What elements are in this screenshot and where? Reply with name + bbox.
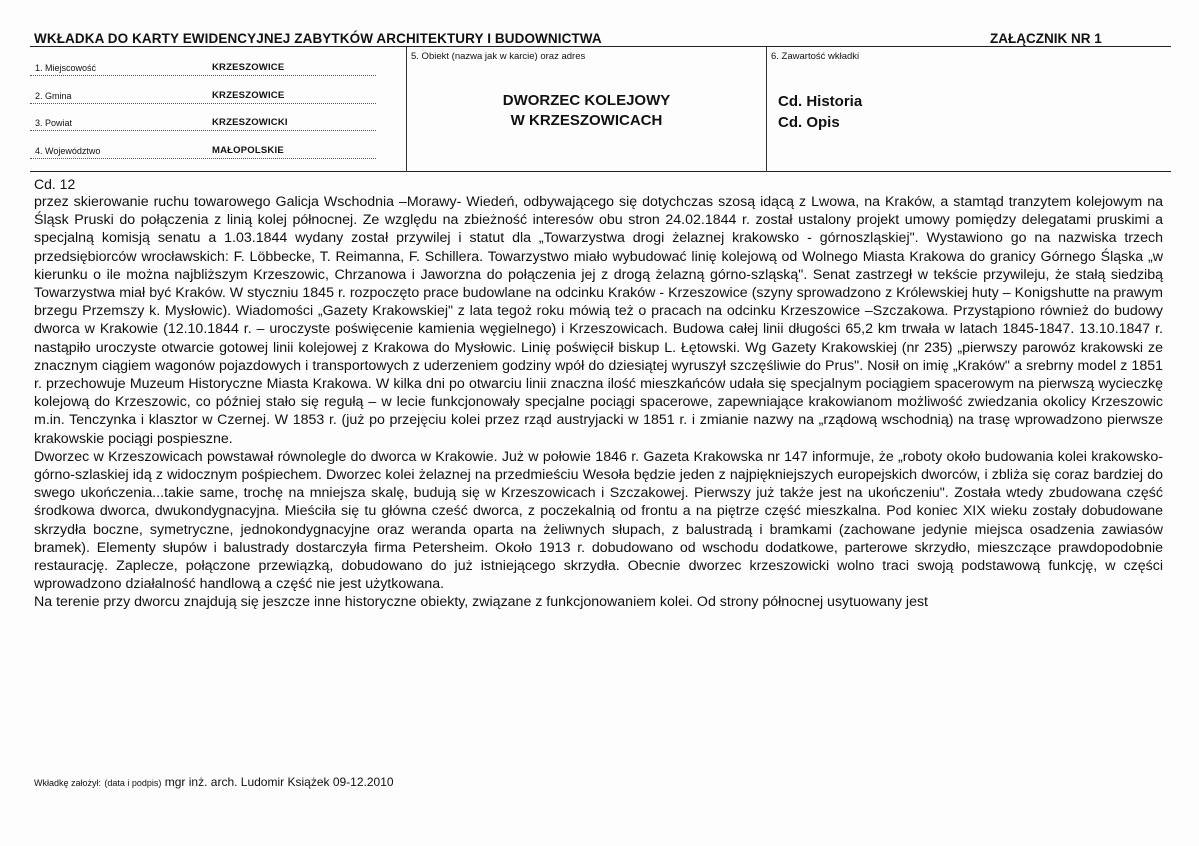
header-table — [30, 47, 1171, 172]
column-divider — [766, 47, 767, 172]
paragraph: przez skierowanie ruchu towarowego Galicja Wschodnia –Morawy- Wiedeń, odbywającego się dotychczas szosą idącą z Lwowa, na Kraków, a stamtąd tranzytem kolejowym na Śląsk Pruski do połączenia z linią kolej północnej. Ze względu na zbieżność interesów obu stron 24.02.1844 r. został ustalony projekt umowy pomiędzy delegatami pruskimi a specjalną komisją senatu a 1.03.1844 wydany został przywilej i statut dla „Towarzystwa drogi żelaznej krakowsko - górnoszląskiej". Wystawiono go na nazwiska trzech przedsiębiorców wrocławskich: F. Löbbecke, T. Reimanna, F. Schillera. Towarzystwo miało wybudować linię kolejową od Wolnego Miasta Krakowa do granicy Górnego Śląska „w kierunku o ile można najbliższym Krzeszowic, Chrzanowa i Jaworzna do połączenia jej z drogą żelazną górno-szląską". Senat zastrzegł w tekście przywileju, że stałą siedzibą Towarzystwa miał być Kraków. W styczniu 1845 r. rozpoczęto prace budowlane na odcinku Kraków - Krzeszowice (szyny sprowadzono z Królewskiej huty – Konigshutte na prawym brzegu Przemszy k. Mysłowic). Wiadomości „Gazety Krakowskiej" z lata tegoż roku mówią też o pracach na odcinku Krzeszowice –Szczakowa. Przystąpiono również do budowy dworca w Krakowie (12.10.1844 r. – uroczyste poświęcenie kamienia węgielnego) i Krzeszowicach. Budowa całej linii długości 65,2 km trwała w latach 1845-1847. 13.10.1847 r. nastąpiło uroczyste otwarcie gotowej linii kolejowej z Krakowa do Mysłowic. Linię poświęcił biskup L. Łętowski. Wg Gazety Krakowskiej (nr 235) „pierwszy parowóz krakowski ze znacznym ciągiem wagonów pojazdowych i transportowych z uderzeniem godziny wpół do dziesiątej wyruszył szczęśliwie do Prus". Nosił on imię „Kraków" a srebrny model z 1851 r. przechowuje Muzeum Historyczne Miasta Krakowa. W kilka dni po otwarciu linii znaczna ilość mieszkańców udała się specjalnym pociągiem spacerowym na pierwszą wycieczkę kolejową do Krzeszowic, co później stało się regułą – w lecie funkcjonowały specjalne pociągi spacerowe, zapewniające krakowianom możliwość zwiedzania okolicy Krzeszowic m.in. Tenczynka i klasztor w Czernej. W 1853 r. (już po przejęciu kolei przez rząd austryjacki w 1851 r. i zmianie nazwy na „rządową wschodnią) na trasę wprowadzono pierwsze krakowskie pociągi pospieszne. — [34, 194, 1163, 447]
field-voivodeship — [30, 139, 376, 159]
field-commune — [30, 84, 376, 104]
footer-signature — [34, 775, 394, 789]
object-section-label: 5. Obiekt (nazwa jak w karcie) oraz adres — [411, 51, 586, 62]
field-value: KRZESZOWICKI — [212, 117, 288, 128]
field-value: KRZESZOWICE — [212, 90, 285, 101]
field-locality — [30, 56, 376, 76]
object-name — [407, 91, 766, 131]
contents-item-description: Cd. Opis — [778, 114, 840, 131]
continuation-label: Cd. 12 — [34, 176, 76, 192]
contents-list — [778, 91, 862, 133]
footer-author: mgr inż. arch. Ludomir Książek 09-12.2010 — [164, 775, 394, 789]
annex-label: ZAŁĄCZNIK NR 1 — [990, 31, 1102, 46]
document-title: WKŁADKA DO KARTY EWIDENCYJNEJ ZABYTKÓW ARCHITEKTURY I BUDOWNICTWA — [34, 31, 602, 46]
field-county — [30, 111, 376, 131]
paragraph: Na terenie przy dworcu znajdują się jeszcze inne historyczne obiekty, związane z funkcjonowaniem kolei. Od strony północnej usytuowany jest — [34, 594, 928, 611]
field-label: 2. Gmina — [35, 91, 72, 101]
contents-item-history: Cd. Historia — [778, 93, 863, 110]
footer-label: Wkładkę założył: — [34, 778, 102, 788]
field-value: KRZESZOWICE — [212, 62, 285, 73]
object-name-line1: DWORZEC KOLEJOWY — [502, 92, 671, 109]
field-label: 1. Miejscowość — [35, 63, 97, 73]
footer-sublabel: (data i podpis) — [104, 778, 162, 788]
contents-section-label: 6. Zawartość wkładki — [771, 51, 860, 62]
field-label: 3. Powiat — [35, 118, 73, 128]
body-text — [34, 193, 1163, 612]
paragraph: Dworzec w Krzeszowicach powstawał równolegle do dworca w Krakowie. Już w połowie 1846 r. Gazeta Krakowska nr 147 informuje, że „roboty około budowania kolei krakowsko-górno-szlaskiej idą z widocznym pośpiechem. Dworzec kolei żelaznej na przedmieściu Wesoła będzie jeden z najpiękniejszych europejskich dworców, i zbliża się coraz bardziej do swego ukończenia...takie same, trochę na mniejsza skalę, budują się w Krzeszowicach i Szczakowej. Pierwszy już także jest na ukończeniu". Została wtedy zbudowana część środkowa dworca, dwukondygnacyjna. Mieściła się tu główna cześć dworca, z poczekalnią od frontu a na piętrze część mieszkalna. Pod koniec XIX wieku zostały dobudowane skrzydła boczne, symetryczne, jednokondygnacyjne oraz weranda oparta na żeliwnych słupach, z balustradą i bramkami (zachowane jedynie miejsca osadzenia zawiasów bramek). Elementy słupów i balustrady dostarczyła firma Petersheim. Około 1913 r. dobudowano od wschodu dodatkowe, parterowe skrzydło, mieszczące prawdopodobnie restaurację. Zaplecze, połączone przewiązką, dobudowano do już istniejącego skrzydła. Obecnie dworzec krzeszowicki wolno traci swoją podstawową funkcję, w części wprowadzono działalność handlową a część nie jest użytkowana. — [34, 448, 1163, 593]
field-label: 4. Województwo — [35, 146, 101, 156]
field-value: MAŁOPOLSKIE — [212, 145, 284, 156]
object-name-line2: W KRZESZOWICACH — [510, 112, 663, 129]
